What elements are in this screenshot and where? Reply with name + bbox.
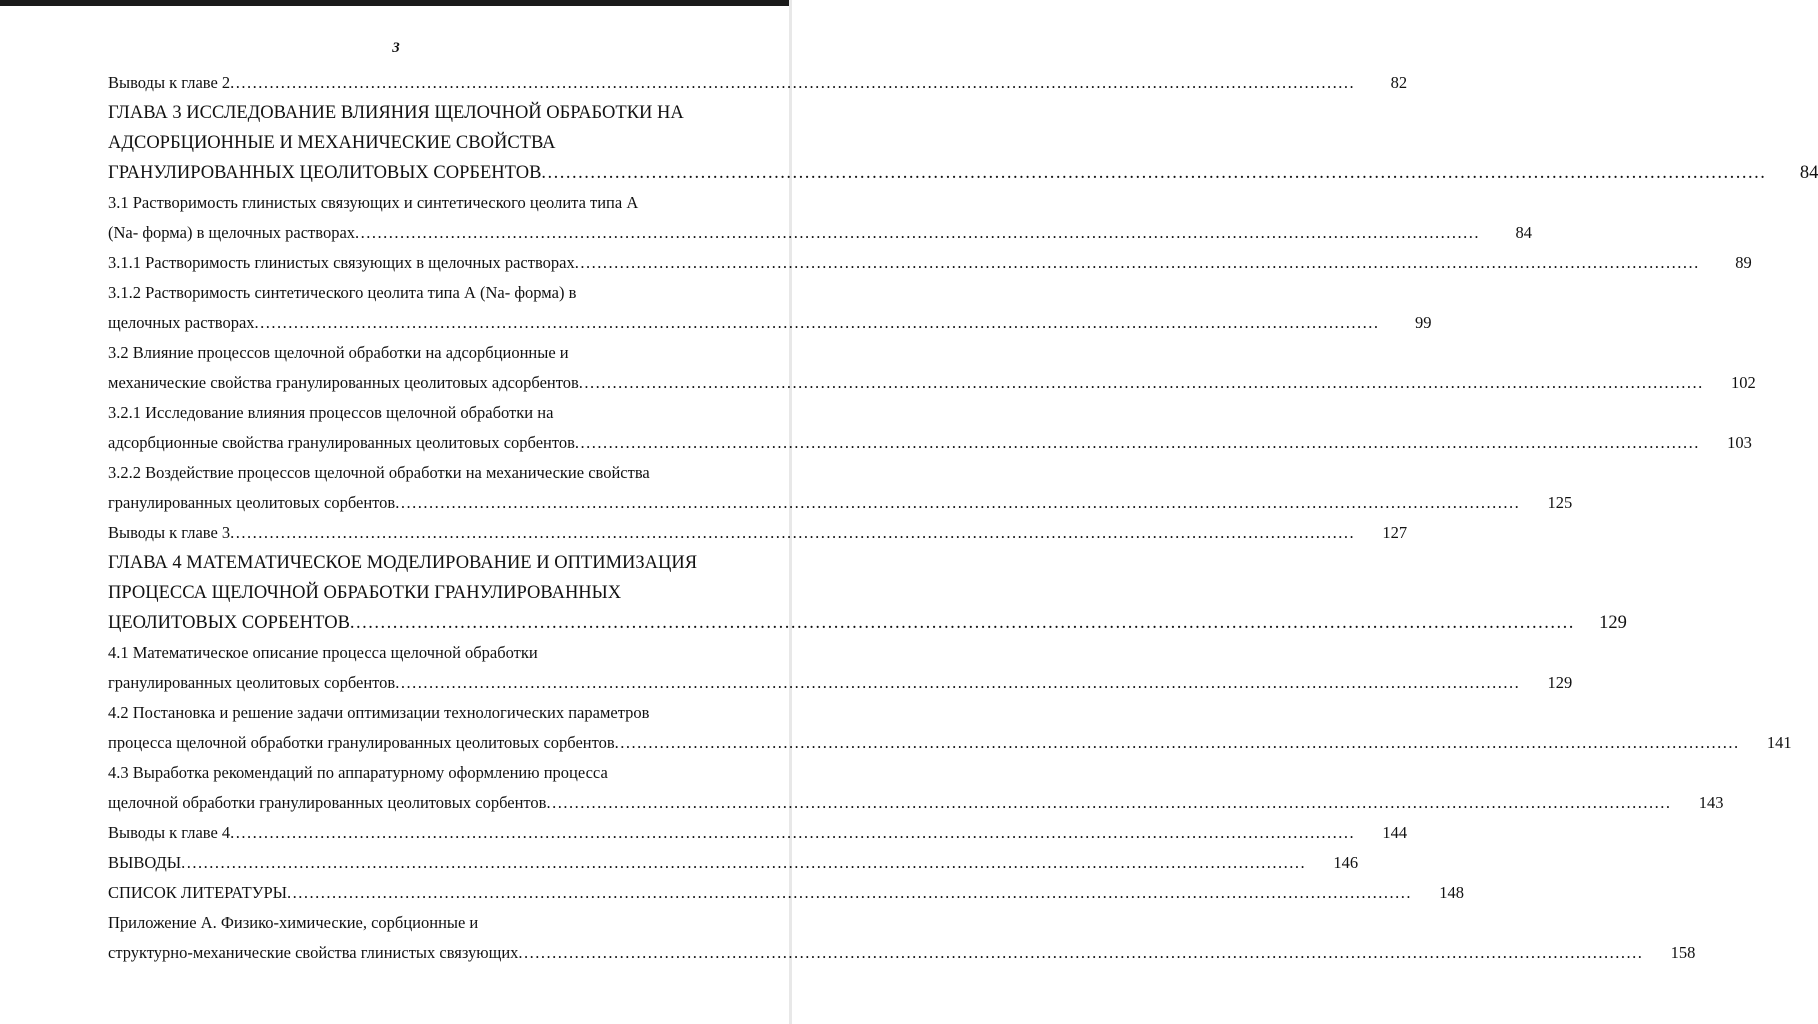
toc-entry-r20 xyxy=(108,638,738,668)
toc-entry-r2 xyxy=(108,98,738,128)
toc-leader-dots: ........................................................................................................................................................................................................ xyxy=(230,523,1356,542)
toc-entry-text: Выводы к главе 2 xyxy=(108,73,231,92)
toc-entry-r10 xyxy=(108,338,738,368)
toc-entry-text: ГРАНУЛИРОВАННЫХ ЦЕОЛИТОВЫХ СОРБЕНТОВ xyxy=(108,163,542,183)
toc-entry-text: 3.2 Влияние процессов щелочной обработки на адсорбционные и xyxy=(108,343,569,362)
toc-entry-r16 xyxy=(108,518,1408,548)
toc-page-number: 146 xyxy=(1333,853,1359,872)
toc-entry-text: Приложение А. Физико-химические, сорбционные и xyxy=(108,913,479,932)
toc-page-number: 127 xyxy=(1382,523,1408,542)
toc-page-number: 99 xyxy=(1415,313,1432,332)
toc-entry-text: 3.2.1 Исследование влияния процессов щелочной обработки на xyxy=(108,403,554,422)
toc-entry-text: ЦЕОЛИТОВЫХ СОРБЕНТОВ xyxy=(108,613,350,633)
toc-entry-text: (Na- форма) в щелочных растворах xyxy=(108,223,356,242)
toc-page-number: 148 xyxy=(1439,883,1465,902)
toc-page-number: 143 xyxy=(1698,793,1724,812)
toc-entry-text: Выводы к главе 3 xyxy=(108,523,231,542)
toc-entry-text: 4.3 Выработка рекомендаций по аппаратурному оформлению процесса xyxy=(108,763,608,782)
toc-entry-text: АДСОРБЦИОННЫЕ И МЕХАНИЧЕСКИЕ СВОЙСТВА xyxy=(108,133,556,153)
toc-entry-r28 xyxy=(108,878,1465,908)
toc-entry-text: 3.1.1 Растворимость глинистых связующих в щелочных растворах xyxy=(108,253,575,272)
toc-entry-r6 xyxy=(108,218,1533,248)
toc-entry-text: 3.1 Растворимость глинистых связующих и синтетического цеолита типа А xyxy=(108,193,639,212)
toc-leader-dots: ........................................................................................................................................................................................................ xyxy=(395,493,1521,512)
toc-entry-r11 xyxy=(108,368,1756,398)
toc-entry-r17 xyxy=(108,548,738,578)
toc-entry-text: 4.2 Постановка и решение задачи оптимизации технологических параметров xyxy=(108,703,650,722)
toc-page-number: 89 xyxy=(1735,253,1752,272)
toc-entry-r26 xyxy=(108,818,1408,848)
toc-page-number: 158 xyxy=(1670,943,1696,962)
toc-entry-r29 xyxy=(108,908,738,938)
toc-leader-dots: ........................................................................................................................................................................................................ xyxy=(614,733,1740,752)
toc-entry-r3 xyxy=(108,128,738,158)
toc-entry-r27 xyxy=(108,848,1359,878)
toc-entry-text: 3.1.2 Растворимость синтетического цеолита типа А (Na- форма) в xyxy=(108,283,577,302)
toc-entry-r13 xyxy=(108,428,1752,458)
toc-page-number: 129 xyxy=(1599,613,1627,633)
toc-entry-r21 xyxy=(108,668,1573,698)
toc-entry-r25 xyxy=(108,788,1724,818)
toc-leader-dots: ........................................................................................................................................................................................................ xyxy=(230,823,1356,842)
toc-leader-dots: ........................................................................................................................................................................................................ xyxy=(578,373,1704,392)
toc-page-number: 84 xyxy=(1515,223,1533,242)
toc-page-number: 82 xyxy=(1390,73,1408,92)
toc-page-number: 125 xyxy=(1547,493,1573,512)
toc-entry-text: процесса щелочной обработки гранулированных цеолитовых сорбентов xyxy=(108,733,615,752)
toc-entry-text: щелочных растворах xyxy=(108,313,255,332)
toc-entry-text: 3.2.2 Воздействие процессов щелочной обработки на механические свойства xyxy=(108,463,650,482)
toc-entry-r14 xyxy=(108,458,738,488)
toc-entry-text: ГЛАВА 3 ИССЛЕДОВАНИЕ ВЛИЯНИЯ ЩЕЛОЧНОЙ ОБРАБОТКИ НА xyxy=(108,103,684,123)
toc-entry-r8 xyxy=(108,278,738,308)
toc-entry-r5 xyxy=(108,188,738,218)
toc-entry-r30 xyxy=(108,938,1696,968)
toc-entry-r24 xyxy=(108,758,738,788)
toc-entry-r1 xyxy=(108,68,1408,98)
toc-page-number: 129 xyxy=(1547,673,1573,692)
toc-entry-text: механические свойства гранулированных цеолитовых адсорбентов xyxy=(108,373,579,392)
toc-entry-text: адсорбционные свойства гранулированных цеолитовых сорбентов xyxy=(108,433,575,452)
toc-entry-r7 xyxy=(108,248,1752,278)
toc-leader-dots: ........................................................................................................................................................................................................ xyxy=(181,853,1307,872)
toc-entry-r23 xyxy=(108,728,1792,758)
toc-leader-dots: ........................................................................................................................................................................................................ xyxy=(574,433,1700,452)
toc-entry-r22 xyxy=(108,698,738,728)
toc-entry-text: ГЛАВА 4 МАТЕМАТИЧЕСКОЕ МОДЕЛИРОВАНИЕ И ОПТИМИЗАЦИЯ xyxy=(108,553,698,573)
toc-leader-dots: ........................................................................................................................................................................................................ xyxy=(355,223,1481,242)
toc-leader-dots: ........................................................................................................................................................................................................ xyxy=(541,163,1767,183)
toc-entry-r18 xyxy=(108,578,738,608)
toc-page-number: 103 xyxy=(1727,433,1752,452)
toc-page-number: 141 xyxy=(1766,733,1792,752)
toc-leader-dots: ........................................................................................................................................................................................................ xyxy=(230,73,1356,92)
toc-entry-text: Выводы к главе 4 xyxy=(108,823,231,842)
toc-entry-text: СПИСОК ЛИТЕРАТУРЫ xyxy=(108,883,288,902)
toc-page-number: 144 xyxy=(1382,823,1408,842)
toc-entry-text: ПРОЦЕССА ЩЕЛОЧНОЙ ОБРАБОТКИ ГРАНУЛИРОВАННЫХ xyxy=(108,583,622,603)
toc-entry-r12 xyxy=(108,398,738,428)
toc-entry-r15 xyxy=(108,488,1573,518)
toc-page-number: 102 xyxy=(1731,373,1756,392)
page-number: 3 xyxy=(392,40,400,56)
toc-entry-text: гранулированных цеолитовых сорбентов xyxy=(108,493,396,512)
toc-leader-dots: ........................................................................................................................................................................................................ xyxy=(574,253,1700,272)
toc-leader-dots: ........................................................................................................................................................................................................ xyxy=(518,943,1644,962)
table-of-contents xyxy=(108,68,1818,968)
toc-entry-text: ВЫВОДЫ xyxy=(108,853,182,872)
toc-page-number: 84 xyxy=(1799,163,1818,183)
toc-entry-r19 xyxy=(108,608,1627,638)
toc-leader-dots: ........................................................................................................................................................................................................ xyxy=(287,883,1413,902)
toc-entry-r9 xyxy=(108,308,1432,338)
toc-entry-text: структурно-механические свойства глинистых связующих xyxy=(108,943,519,962)
toc-entry-text: гранулированных цеолитовых сорбентов xyxy=(108,673,396,692)
toc-entry-r4 xyxy=(108,158,1818,188)
toc-leader-dots: ........................................................................................................................................................................................................ xyxy=(546,793,1672,812)
scan-top-edge xyxy=(0,0,792,6)
toc-leader-dots: ........................................................................................................................................................................................................ xyxy=(395,673,1521,692)
toc-leader-dots: ........................................................................................................................................................................................................ xyxy=(349,613,1575,633)
toc-entry-text: щелочной обработки гранулированных цеолитовых сорбентов xyxy=(108,793,547,812)
toc-entry-text: 4.1 Математическое описание процесса щелочной обработки xyxy=(108,643,538,662)
toc-leader-dots: ........................................................................................................................................................................................................ xyxy=(254,313,1380,332)
